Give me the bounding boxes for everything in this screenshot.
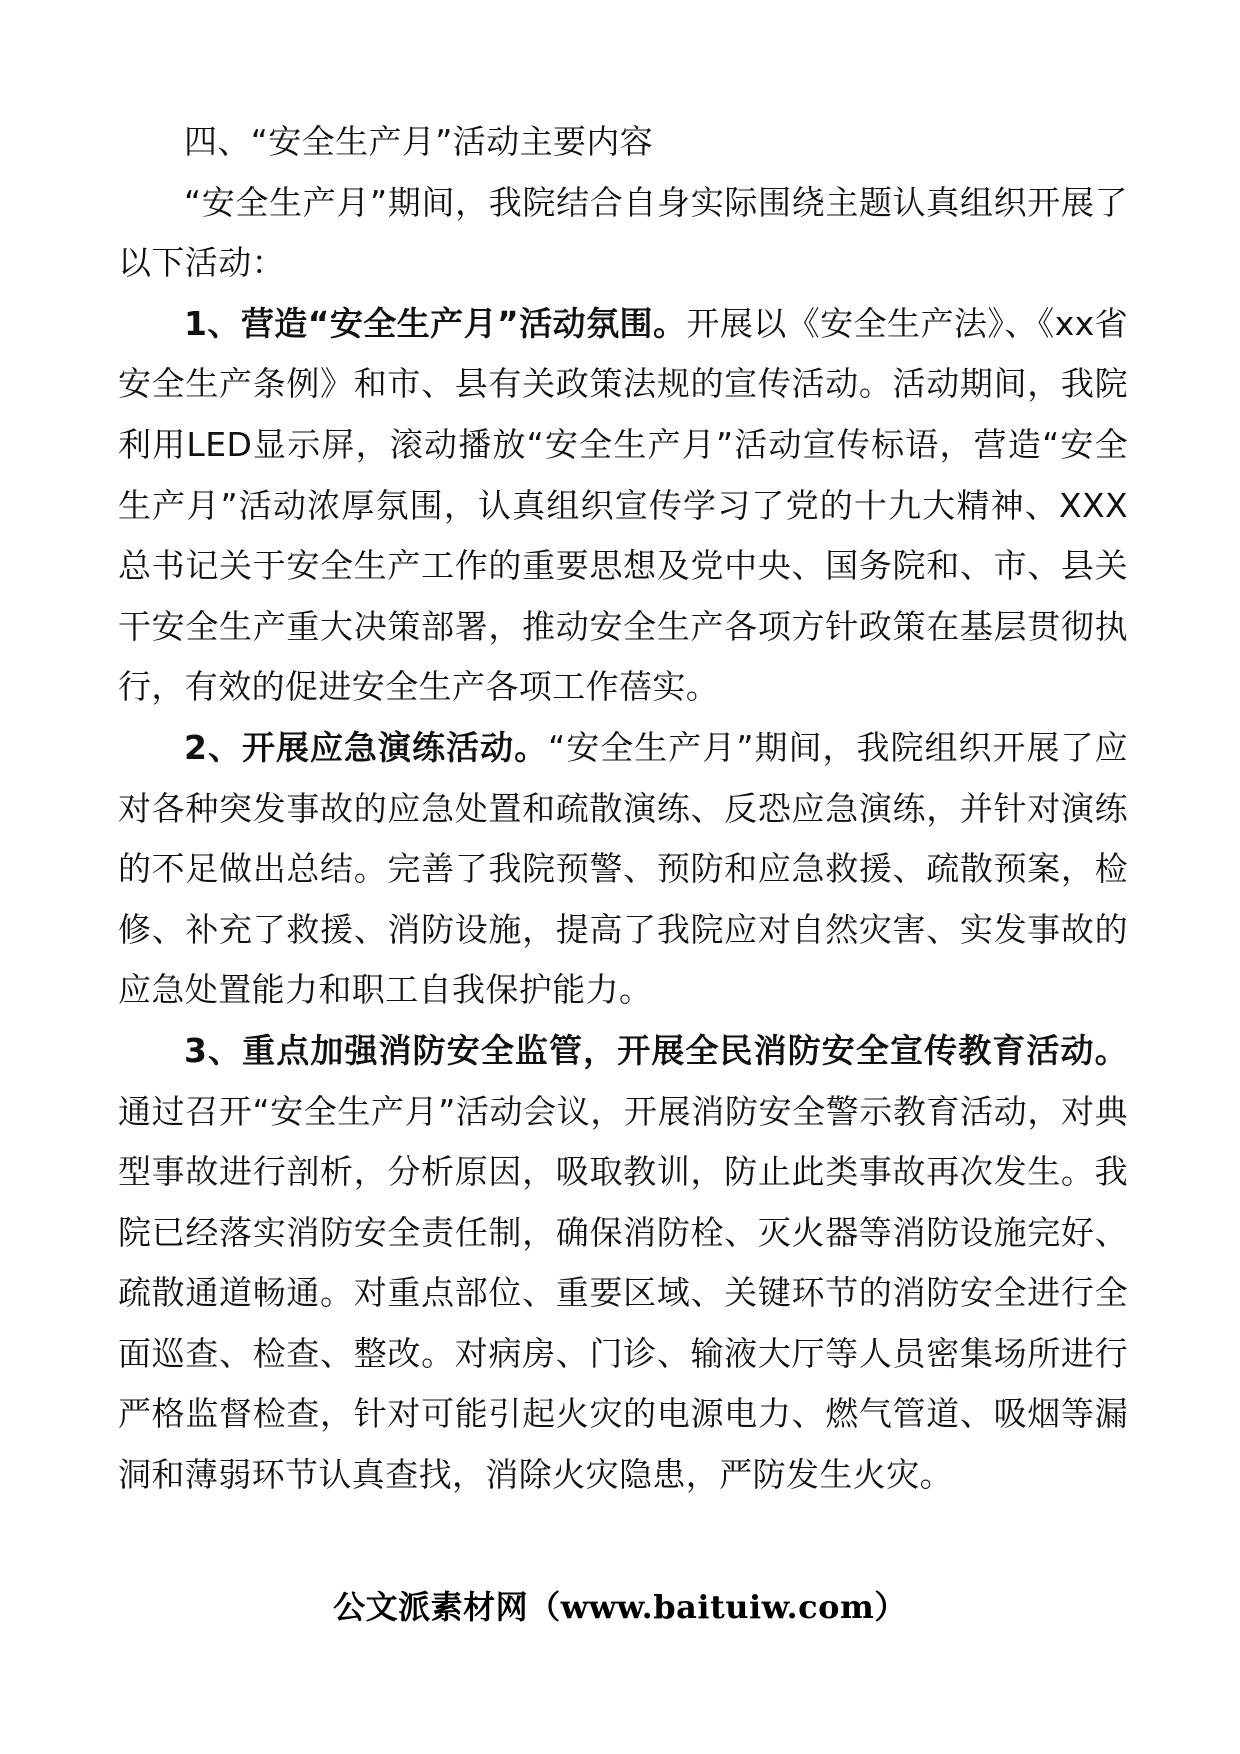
item-2-paragraph [118,718,1128,1021]
item-1-paragraph [118,294,1128,718]
item-2-title: 2、开展应急演练活动。 [184,727,549,767]
item-2-body: “安全生产月”期间，我院组织开展了应对各种突发事故的应急处置和疏散演练、反恐应急演练，并针对演练的不足做出总结。完善了我院预警、预防和应急救援、疏散预案，检修、补充了救援、消防设施，提高了我院应对自然灾害、实发事故的应急处置能力和职工自我保护能力。 [118,727,1128,1010]
intro-paragraph: “安全生产月”期间，我院结合自身实际围绕主题认真组织开展了以下活动： [118,182,1128,283]
item-3-paragraph [118,1021,1128,1506]
footer-watermark: 公文派素材网（www.baituiw.com） [333,1588,907,1626]
item-1-body: 开展以《安全生产法》、《xx省安全生产条例》和市、县有关政策法规的宣传活动。活动期间，我院利用LED显示屏，滚动播放“安全生产月”活动宣传标语，营造“安全生产月”活动浓厚氛围，认真组织宣传学习了党的十九大精神、XXX总书记关于安全生产工作的重要思想及党中央、国务院和、市、县关干安全生产重大决策部署，推动安全生产各项方针政策在基层贯彻执行，有效的促进安全生产各项工作蓓实。 [118,303,1128,707]
item-1-title: 1、营造“安全生产月”活动氛围。 [184,303,687,343]
section-heading: 四、“安全生产月”活动主要内容 [184,122,654,161]
document-body [118,112,1128,1506]
item-3-title: 3、重点加强消防安全监管，开展全民消防安全宣传教育活动。 [184,1030,1128,1070]
item-3-body: 通过召开“安全生产月”活动会议，开展消防安全警示教育活动，对典型事故进行剖析，分析原因，吸取教训，防止此类事故再次发生。我院已经落实消防安全责任制，确保消防栓、灭火器等消防设施完好、疏散通道畅通。对重点部位、重要区域、关键环节的消防安全进行全面巡查、检查、整改。对病房、门诊、输液大厅等人员密集场所进行严格监督检查，针对可能引起火灾的电源电力、燃气管道、吸烟等漏洞和薄弱环节认真查找，消除火灾隐患，严防发生火灾。 [118,1091,1128,1495]
